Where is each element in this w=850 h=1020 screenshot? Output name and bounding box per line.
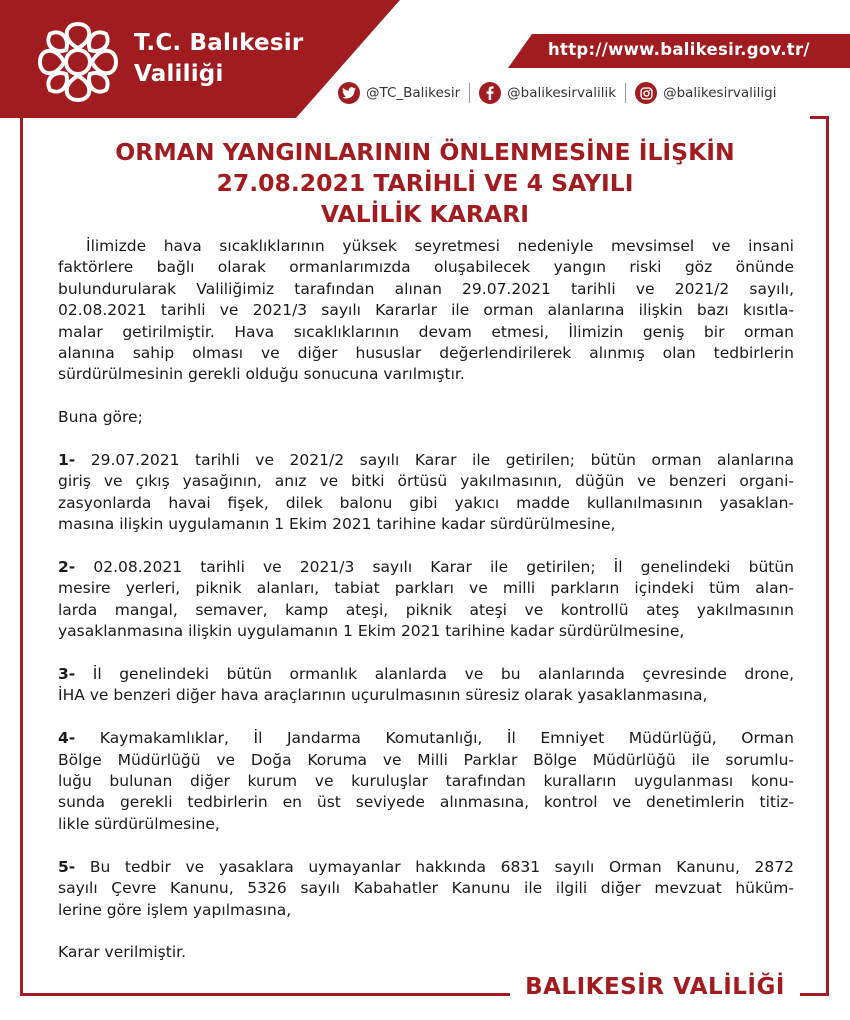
item-text: 02.08.2021 tarihli ve 2021/3 sayılı Karar ile getirilen; İl genelindeki bütün <box>93 558 794 577</box>
social-divider <box>469 83 470 103</box>
item-line: sunda gerekli tedbirlerin en üst seviyede alınmasına, kontrol ve denetimlerin titiz- <box>58 793 794 812</box>
item-line <box>58 857 794 878</box>
title-line3: VALİLİK KARARI <box>320 200 530 228</box>
closing-text: Karar verilmiştir. <box>58 943 186 962</box>
item-1 <box>58 450 794 536</box>
item-line: zasyonlarda havai fişek, dilek balonu gibi yakıcı madde kullanılmasının yasaklan- <box>58 493 794 512</box>
item-number: 5- <box>58 857 76 876</box>
intro-line: faktörlere bağlı olarak ormanlarımızda oluşabilecek yangın riski göz önünde <box>58 258 794 277</box>
item-5 <box>58 857 794 921</box>
item-line: yasaklanmasına ilişkin uygulamanın 1 Ekim 2021 tarihine kadar sürdürülmesine, <box>58 622 685 641</box>
item-4 <box>58 728 794 835</box>
social-facebook[interactable] <box>479 80 616 106</box>
brand-title-line2: Valiliği <box>134 61 224 87</box>
item-text: Kaymakamlıklar, İl Jandarma Komutanlığı, İl Emniyet Müdürlüğü, Orman <box>99 729 794 748</box>
intro-line: malar getirilmiştir. Hava sıcaklıklarının devam etmesi, İlimizin geniş bir orman <box>58 322 794 341</box>
facebook-handle: @balikesirvalilik <box>507 85 617 101</box>
item-line: sayılı Çevre Kanunu, 5326 sayılı Kabahatler Kanunu ile ilgili diğer mevzuat hüküm- <box>58 879 794 898</box>
item-line <box>58 728 794 749</box>
frame-top-right-border <box>810 116 829 119</box>
item-line: likle sürdürülmesine, <box>58 814 220 833</box>
item-number: 4- <box>58 729 76 748</box>
item-text: İl genelindeki bütün ormanlık alanlarda ve bu alanlarında çevresinde drone, <box>92 665 794 684</box>
item-line: masına ilişkin uygulamanın 1 Ekim 2021 tarihine kadar sürdürülmesine, <box>58 515 616 534</box>
balikesir-logo-icon <box>34 18 122 106</box>
item-text: 29.07.2021 tarihli ve 2021/2 sayılı Karar ile getirilen; bütün orman alanlarına <box>90 451 794 470</box>
signature-label: BALIKESİR VALİLİĞİ <box>510 970 800 1006</box>
item-line: Bölge Müdürlüğü ve Doğa Koruma ve Milli Parklar Bölge Müdürlüğü ile sorumlu- <box>58 750 794 769</box>
frame-right-border <box>826 116 829 996</box>
item-number: 1- <box>58 451 76 470</box>
social-instagram[interactable] <box>635 80 776 106</box>
item-number: 2- <box>58 558 76 577</box>
social-media-row <box>338 80 776 106</box>
item-line: lerine göre işlem yapılmasına, <box>58 900 292 919</box>
frame-left-border <box>20 118 23 996</box>
item-line: larda mangal, semaver, kamp ateşi, piknik ateşi ve kontrollü ateş yakılmasının <box>58 600 794 619</box>
intro-line: 02.08.2021 tarihli ve 2021/3 sayılı Kararlar ile orman alanlarına ilişkin bazı kısıtla- <box>58 301 794 320</box>
intro-line: sürdürülmesinin gerekli olduğu sonucuna varılmıştır. <box>58 365 465 384</box>
title-line1: ORMAN YANGINLARININ ÖNLENMESİNE İLİŞKİN <box>115 138 735 166</box>
item-text: Bu tedbir ve yasaklara uymayanlar hakkında 6831 sayılı Orman Kanunu, 2872 <box>89 857 794 876</box>
item-line: giriş ve çıkış yasağının, anız ve bitki örtüsü yakılmasının, düğün ve benzeri organi- <box>58 472 794 491</box>
item-line <box>58 450 794 471</box>
intro-line: İlimizde hava sıcaklıklarının yüksek seyretmesi nedeniyle mevsimsel ve insani <box>86 237 794 255</box>
brand-title <box>134 28 303 90</box>
item-3 <box>58 664 794 707</box>
instagram-handle: @balikesirvaliligi <box>663 85 777 101</box>
twitter-handle: @TC_Balikesir <box>366 85 461 101</box>
intro-line: alanına sahip olması ve diğer hususlar değerlendirilerek alınmış olan tedbirlerin <box>58 344 794 363</box>
item-2 <box>58 557 794 643</box>
according-text: Buna göre; <box>58 408 143 427</box>
item-line: İHA ve benzeri diğer hava araçlarının uçurulmasının süresiz olarak yasaklanmasına, <box>58 686 708 705</box>
intro-line: bulundurularak Valiliğimiz tarafından alınan 29.07.2021 tarihli ve 2021/2 sayılı, <box>58 279 794 298</box>
brand-title-line1: T.C. Balıkesir <box>134 30 304 56</box>
twitter-icon <box>338 82 360 104</box>
title-line2: 27.08.2021 TARİHLİ VE 4 SAYILI <box>216 169 634 197</box>
instagram-icon <box>635 82 657 104</box>
document-title <box>60 137 790 230</box>
intro-paragraph <box>58 236 794 386</box>
item-number: 3- <box>58 665 76 684</box>
social-divider <box>625 83 626 103</box>
document-body <box>58 236 794 985</box>
item-line: luğu bulunan diğer kurum ve kuruluşlar tarafından kuralların uygulanması konu- <box>58 772 794 791</box>
item-line <box>58 664 794 685</box>
item-line <box>58 557 794 578</box>
facebook-icon <box>479 82 501 104</box>
closing-line <box>58 942 794 963</box>
according-line <box>58 407 794 428</box>
social-twitter[interactable] <box>338 80 460 106</box>
website-url-link[interactable]: http://www.balikesir.gov.tr/ <box>548 40 810 59</box>
item-line: mesire yerleri, piknik alanları, tabiat parkları ve milli parkların içindeki tüm alan- <box>58 579 794 598</box>
